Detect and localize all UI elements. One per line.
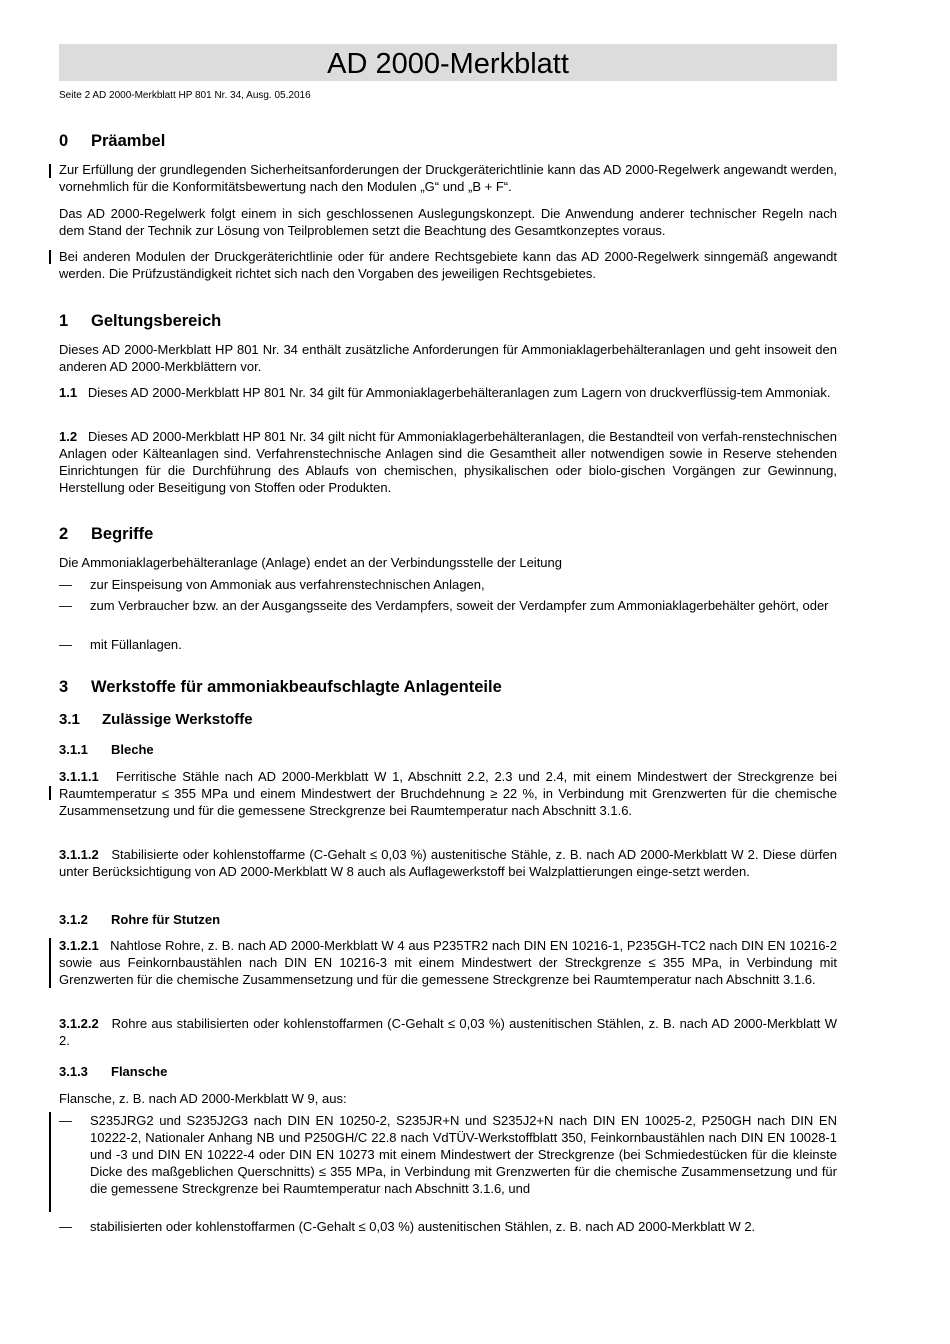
paragraph-3-1-2-1: 3.1.2.1 Nahtlose Rohre, z. B. nach AD 2000-Merkblatt W 4 aus P235TR2 nach DIN EN 10216-1, P235GH-TC2 nach DIN EN 10216-2 sowie aus Feinkornbaustählen nach DIN EN 10216-3 mit einem Mindestwert der Streckgrenze ≤ 355 MPa, in Verbindung mit Grenzwerten für die chemische Zusammensetzung und für die gemessene Streckgrenze bei Raumtemperatur nach Abschnitt 3.1.6.: [59, 938, 837, 987]
list-item: — mit Füllanlagen.: [59, 637, 182, 652]
paragraph: Flansche, z. B. nach AD 2000-Merkblatt W 9, aus:: [59, 1091, 347, 1106]
section-heading-2: 2 Begriffe: [59, 525, 154, 543]
dash-bullet: —: [59, 637, 72, 652]
section-heading-1: 1 Geltungsbereich: [59, 312, 222, 330]
section-heading-3: 3 Werkstoffe für ammoniakbeaufschlagte Anlagenteile: [59, 678, 502, 696]
list-item: — stabilisierten oder kohlenstoffarmen (C-Gehalt ≤ 0,03 %) austenitischen Stählen, z. B. nach AD 2000-Merkblatt W 2.: [59, 1219, 756, 1234]
subsection-heading-3-1-3: 3.1.3 Flansche: [59, 1064, 168, 1079]
paragraph: Dieses AD 2000-Merkblatt HP 801 Nr. 34 enthält zusätzliche Anforderungen für Ammoniaklagerbehälteranlagen und geht insoweit den anderen AD 2000-Merkblättern vor.: [59, 342, 837, 374]
change-bar: [49, 164, 51, 178]
paragraph-3-1-1-1: 3.1.1.1 Ferritische Stähle nach AD 2000-Merkblatt W 1, Abschnitt 2.2, 2.3 und 2.4, mit einem Mindestwert der Streckgrenze bei Raumtemperatur ≤ 355 MPa und einem Mindestwert der Bruchdehnung ≥ 22 %, in Verbindung mit Grenzwerten für die chemische Zusammensetzung und für die gemessene Streckgrenze bei Raumtemperatur nach Abschnitt 3.1.6.: [59, 769, 837, 818]
list-item: — S235JRG2 und S235J2G3 nach DIN EN 10250-2, S235JR+N und S235J2+N nach DIN EN 10025-2, P250GH nach DIN EN 10222-2, Nationaler Anhang NB und P250GH/C 22.8 nach VdTÜV-Werkstoffblatt 350, Feinkornbaustählen nach DIN EN 10028-1 und -3 und DIN EN 10222-4 oder DIN EN 10273 mit einem Mindestwert der Streckgrenze (bei Schmiedestücken für die kleinste Dicke des maßgeblichen Querschnitts) ≤ 355 MPa, in Verbindung mit Grenzwerten für die chemische Zusammensetzung und für die gemessene Streckgrenze bei Raumtemperatur nach Abschnitt 3.1.6, und: [59, 1113, 837, 1196]
paragraph: Das AD 2000-Regelwerk folgt einem in sich geschlossenen Auslegungskonzept. Die Anwendung anderer technischer Regeln nach dem Stand der Technik zur Lösung von Teilproblemen setzt die Beachtung des Gesamtkonzeptes voraus.: [59, 206, 837, 238]
change-bar: [49, 786, 51, 800]
paragraph-1-1: 1.1 Dieses AD 2000-Merkblatt HP 801 Nr. 34 gilt für Ammoniaklagerbehälteranlagen zum Lagern von druckverflüssig-tem Ammoniak.: [59, 385, 831, 400]
paragraph: Die Ammoniaklagerbehälteranlage (Anlage) endet an der Verbindungsstelle der Leitung: [59, 555, 563, 570]
change-bar: [49, 250, 51, 264]
list-item: — zur Einspeisung von Ammoniak aus verfahrenstechnischen Anlagen,: [59, 577, 485, 592]
dash-bullet: —: [59, 598, 72, 613]
subsection-heading-3-1-2: 3.1.2 Rohre für Stutzen: [59, 912, 221, 927]
subsection-heading-3-1-1: 3.1.1 Bleche: [59, 742, 154, 757]
change-bar: [49, 938, 51, 988]
paragraph-3-1-1-2: 3.1.1.2 Stabilisierte oder kohlenstoffarme (C-Gehalt ≤ 0,03 %) austenitische Stähle, z. B. nach AD 2000-Merkblatt W 2. Diese dürfen unter Berücksichtigung von AD 2000-Merkblatt W 8 auch als Auflagewerkstoff bei Walzplattierungen einge-setzt werden.: [59, 847, 837, 879]
list-item: — zum Verbraucher bzw. an der Ausgangsseite des Verdampfers, soweit der Verdampfer zum Ammoniaklagerbehälter gehört, oder: [59, 598, 829, 613]
subsection-heading-3-1: 3.1 Zulässige Werkstoffe: [59, 711, 253, 728]
paragraph-1-2: 1.2 Dieses AD 2000-Merkblatt HP 801 Nr. 34 gilt nicht für Ammoniaklagerbehälteranlagen, die Bestandteil von verfah-renstechnischen Anlagen oder Kälteanlagen sind. Verfahrenstechnische Anlagen sind die Gesamtheit aller notwendigen sowie in Reserve stehenden Einrichtungen für die Durchführung des Ablaufs von chemischen, physikalischen oder biolo-gischen Vorgängen zur Gewinnung, Herstellung oder Beseitigung von Stoffen oder Produkten.: [59, 429, 838, 495]
paragraph-3-1-2-2: 3.1.2.2 Rohre aus stabilisierten oder kohlenstoffarmen (C-Gehalt ≤ 0,03 %) austenitischen Stählen, z. B. nach AD 2000-Merkblatt W 2.: [59, 1016, 837, 1048]
header-band: [59, 44, 837, 81]
document-title: AD 2000-Merkblatt: [327, 48, 569, 80]
section-heading-0: 0 Präambel: [59, 132, 166, 150]
dash-bullet: —: [59, 1219, 72, 1234]
paragraph: Bei anderen Modulen der Druckgeräterichtlinie oder für andere Rechtsgebiete kann das AD 2000-Regelwerk sinngemäß angewandt werden. Die Prüfzuständigkeit richtet sich nach den Vorgaben des jeweiligen Rechtsgebietes.: [59, 249, 837, 281]
paragraph: Zur Erfüllung der grundlegenden Sicherheitsanforderungen der Druckgeräterichtlinie kann das AD 2000-Regelwerk angewandt werden, vornehmlich für die Konformitätsbewertung nach den Modulen „G“ und „B + F“.: [59, 162, 837, 194]
dash-bullet: —: [59, 577, 72, 592]
dash-bullet: —: [59, 1113, 72, 1128]
change-bar: [49, 1112, 51, 1212]
page-reference: Seite 2 AD 2000-Merkblatt HP 801 Nr. 34, Ausg. 05.2016: [59, 90, 311, 101]
